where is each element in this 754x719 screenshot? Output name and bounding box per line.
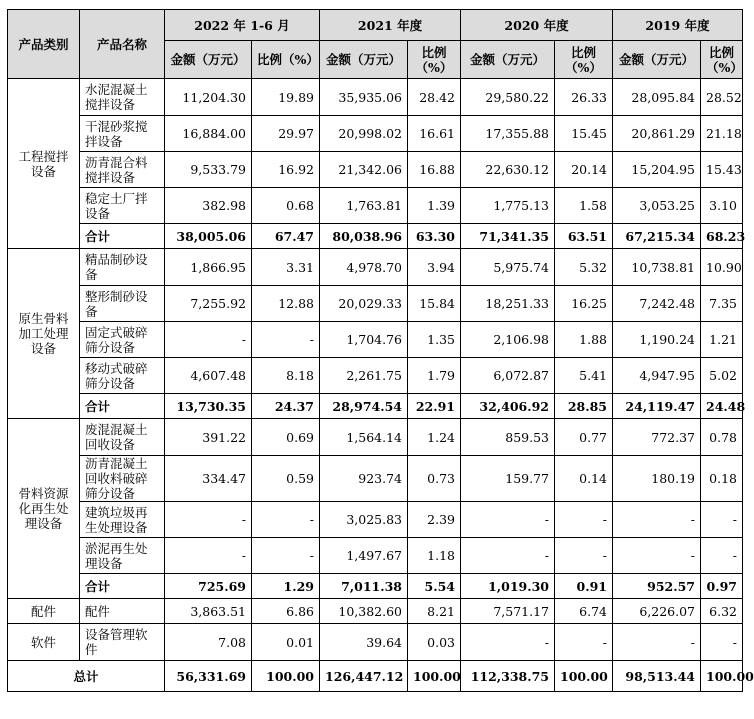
amount-cell: 15,204.95 [613,152,701,188]
ratio-cell: 1.39 [408,188,461,224]
ratio-cell: 0.78 [701,419,743,456]
ratio-cell: 0.68 [252,188,320,224]
ratio-cell: 5.41 [555,358,613,394]
amount-cell: - [461,502,555,538]
product-name-cell: 精品制砂设备 [80,249,165,286]
table-row [8,322,743,358]
grand-total-amount-cell: 112,338.75 [461,661,555,692]
subtotal-label: 合计 [80,224,165,249]
grand-total-ratio-cell: 100.00 [701,661,743,692]
amount-cell: - [165,538,252,574]
subtotal-amount-cell: 28,974.54 [320,394,408,419]
grand-total-amount-cell: 126,447.12 [320,661,408,692]
product-name-cell: 稳定土厂拌设备 [80,188,165,224]
category-cell: 配件 [8,599,80,624]
amount-cell: - [461,538,555,574]
ratio-cell: 16.61 [408,116,461,152]
ratio-cell: 28.42 [408,79,461,116]
ratio-cell: 0.69 [252,419,320,456]
amount-cell: 2,106.98 [461,322,555,358]
amount-cell: 16,884.00 [165,116,252,152]
ratio-cell: 3.94 [408,249,461,286]
subtotal-label: 合计 [80,394,165,419]
subtotal-ratio-cell: 22.91 [408,394,461,419]
ratio-cell: 1.88 [555,322,613,358]
amount-cell: 6,072.87 [461,358,555,394]
ratio-cell: 0.77 [555,419,613,456]
product-name-cell: 移动式破碎筛分设备 [80,358,165,394]
subtotal-ratio-cell: 63.30 [408,224,461,249]
ratio-cell: 10.90 [701,249,743,286]
header-product: 产品名称 [80,10,165,79]
table-row [8,152,743,188]
amount-cell: 20,029.33 [320,286,408,322]
ratio-cell: 3.10 [701,188,743,224]
amount-cell: - [165,502,252,538]
ratio-cell: 29.97 [252,116,320,152]
header-amount: 金额（万元） [613,41,701,79]
subtotal-amount-cell: 952.57 [613,574,701,599]
product-name-cell: 配件 [80,599,165,624]
product-name-cell: 沥青混合料搅拌设备 [80,152,165,188]
header-period: 2020 年度 [461,10,613,41]
amount-cell: - [613,624,701,661]
ratio-cell: 6.86 [252,599,320,624]
ratio-cell: - [555,624,613,661]
product-name-cell: 废混混凝土回收设备 [80,419,165,456]
ratio-cell: 6.74 [555,599,613,624]
subtotal-amount-cell: 7,011.38 [320,574,408,599]
amount-cell: 1,564.14 [320,419,408,456]
ratio-cell: 1.24 [408,419,461,456]
grand-total-label: 总计 [8,661,165,692]
table-body [8,79,754,692]
amount-cell: 1,775.13 [461,188,555,224]
header-ratio: 比例（%） [408,41,461,79]
amount-cell: 29,580.22 [461,79,555,116]
amount-cell: 39.64 [320,624,408,661]
ratio-cell: 26.33 [555,79,613,116]
ratio-cell: 3.31 [252,249,320,286]
subtotal-ratio-cell: 5.54 [408,574,461,599]
ratio-cell: 15.43 [701,152,743,188]
amount-cell: 18,251.33 [461,286,555,322]
ratio-cell: 16.25 [555,286,613,322]
product-name-cell: 沥青混凝土回收料破碎筛分设备 [80,456,165,502]
ratio-cell: 1.18 [408,538,461,574]
product-name-cell: 水泥混凝土搅拌设备 [80,79,165,116]
amount-cell: - [613,502,701,538]
ratio-cell: 1.58 [555,188,613,224]
amount-cell: 3,025.83 [320,502,408,538]
subtotal-amount-cell: 725.69 [165,574,252,599]
product-name-cell: 固定式破碎筛分设备 [80,322,165,358]
grand-total-amount-cell: 56,331.69 [165,661,252,692]
ratio-cell: 16.92 [252,152,320,188]
ratio-cell: 0.59 [252,456,320,502]
subtotal-amount-cell: 67,215.34 [613,224,701,249]
revenue-table [7,9,754,692]
header-amount: 金额（万元） [320,41,408,79]
grand-total-amount-cell: 98,513.44 [613,661,701,692]
amount-cell: 3,863.51 [165,599,252,624]
ratio-cell: 2.39 [408,502,461,538]
header-category: 产品类别 [8,10,80,79]
subtotal-ratio-cell: 1.29 [252,574,320,599]
product-name-cell: 干混砂浆搅拌设备 [80,116,165,152]
amount-cell: 1,190.24 [613,322,701,358]
amount-cell: 7,255.92 [165,286,252,322]
amount-cell: 772.37 [613,419,701,456]
amount-cell: 391.22 [165,419,252,456]
header-ratio: 比例（%） [252,41,320,79]
ratio-cell: 1.21 [701,322,743,358]
amount-cell: - [461,624,555,661]
amount-cell: 4,978.70 [320,249,408,286]
amount-cell: - [613,538,701,574]
subtotal-amount-cell: 71,341.35 [461,224,555,249]
category-cell: 软件 [8,624,80,661]
ratio-cell: - [555,502,613,538]
ratio-cell: 8.21 [408,599,461,624]
ratio-cell: 15.84 [408,286,461,322]
amount-cell: 7.08 [165,624,252,661]
amount-cell: 334.47 [165,456,252,502]
subtotal-ratio-cell: 67.47 [252,224,320,249]
ratio-cell: 7.35 [701,286,743,322]
ratio-cell: 1.35 [408,322,461,358]
subtotal-amount-cell: 24,119.47 [613,394,701,419]
table-row [8,624,743,661]
ratio-cell: 6.32 [701,599,743,624]
amount-cell: 20,861.29 [613,116,701,152]
subtotal-amount-cell: 80,038.96 [320,224,408,249]
grand-total-ratio-cell: 100.00 [408,661,461,692]
ratio-cell: 5.02 [701,358,743,394]
ratio-cell: - [252,322,320,358]
header-period: 2022 年 1-6 月 [165,10,320,41]
ratio-cell: 16.88 [408,152,461,188]
grand-total-ratio-cell: 100.00 [555,661,613,692]
amount-cell: 17,355.88 [461,116,555,152]
amount-cell: 382.98 [165,188,252,224]
ratio-cell: 1.79 [408,358,461,394]
header-row-periods [8,10,743,41]
ratio-cell: 0.18 [701,456,743,502]
subtotal-ratio-cell: 0.97 [701,574,743,599]
product-name-cell: 设备管理软件 [80,624,165,661]
amount-cell: 923.74 [320,456,408,502]
amount-cell: 21,342.06 [320,152,408,188]
amount-cell: 1,866.95 [165,249,252,286]
ratio-cell: - [252,538,320,574]
amount-cell: 159.77 [461,456,555,502]
ratio-cell: 19.89 [252,79,320,116]
table-row [8,502,743,538]
amount-cell: 7,242.48 [613,286,701,322]
header-amount: 金额（万元） [165,41,252,79]
amount-cell: 10,382.60 [320,599,408,624]
table-row [8,419,743,456]
table-row [8,249,743,286]
subtotal-label: 合计 [80,574,165,599]
ratio-cell: 5.32 [555,249,613,286]
header-amount: 金额（万元） [461,41,555,79]
product-name-cell: 淤泥再生处理设备 [80,538,165,574]
subtotal-row [8,224,743,249]
table-row [8,358,743,394]
amount-cell: 9,533.79 [165,152,252,188]
header-ratio: 比例（%） [701,41,743,79]
amount-cell: 5,975.74 [461,249,555,286]
amount-cell: 1,497.67 [320,538,408,574]
table-row [8,116,743,152]
table-row [8,456,743,502]
ratio-cell: - [555,538,613,574]
ratio-cell: 0.14 [555,456,613,502]
table-row [8,538,743,574]
ratio-cell: - [252,502,320,538]
header-period: 2019 年度 [613,10,743,41]
subtotal-ratio-cell: 0.91 [555,574,613,599]
amount-cell: 1,704.76 [320,322,408,358]
amount-cell: 4,947.95 [613,358,701,394]
amount-cell: 1,763.81 [320,188,408,224]
ratio-cell: 28.52 [701,79,743,116]
amount-cell: 20,998.02 [320,116,408,152]
amount-cell: 2,261.75 [320,358,408,394]
amount-cell: 35,935.06 [320,79,408,116]
subtotal-amount-cell: 38,005.06 [165,224,252,249]
amount-cell: - [165,322,252,358]
subtotal-amount-cell: 1,019.30 [461,574,555,599]
amount-cell: 6,226.07 [613,599,701,624]
subtotal-ratio-cell: 63.51 [555,224,613,249]
subtotal-ratio-cell: 24.37 [252,394,320,419]
amount-cell: 859.53 [461,419,555,456]
subtotal-amount-cell: 13,730.35 [165,394,252,419]
ratio-cell: - [701,538,743,574]
amount-cell: 3,053.25 [613,188,701,224]
product-name-cell: 建筑垃圾再生处理设备 [80,502,165,538]
ratio-cell: 0.73 [408,456,461,502]
amount-cell: 10,738.81 [613,249,701,286]
category-cell: 骨料资源化再生处理设备 [8,419,80,599]
ratio-cell: 0.03 [408,624,461,661]
ratio-cell: 20.14 [555,152,613,188]
table-row [8,599,743,624]
table-row [8,286,743,322]
category-cell: 工程搅拌设备 [8,79,80,249]
table-row [8,79,743,116]
ratio-cell: 8.18 [252,358,320,394]
subtotal-ratio-cell: 24.48 [701,394,743,419]
category-cell: 原生骨料加工处理设备 [8,249,80,419]
amount-cell: 22,630.12 [461,152,555,188]
subtotal-ratio-cell: 68.23 [701,224,743,249]
amount-cell: 7,571.17 [461,599,555,624]
grand-total-ratio-cell: 100.00 [252,661,320,692]
amount-cell: 180.19 [613,456,701,502]
grand-total-row [8,661,743,692]
table-row [8,188,743,224]
ratio-cell: - [701,624,743,661]
ratio-cell: 0.01 [252,624,320,661]
subtotal-amount-cell: 32,406.92 [461,394,555,419]
subtotal-ratio-cell: 28.85 [555,394,613,419]
subtotal-row [8,394,743,419]
product-name-cell: 整形制砂设备 [80,286,165,322]
header-period: 2021 年度 [320,10,461,41]
ratio-cell: 12.88 [252,286,320,322]
header-ratio: 比例（%） [555,41,613,79]
ratio-cell: 21.18 [701,116,743,152]
amount-cell: 4,607.48 [165,358,252,394]
amount-cell: 28,095.84 [613,79,701,116]
ratio-cell: 15.45 [555,116,613,152]
ratio-cell: - [701,502,743,538]
amount-cell: 11,204.30 [165,79,252,116]
subtotal-row [8,574,743,599]
